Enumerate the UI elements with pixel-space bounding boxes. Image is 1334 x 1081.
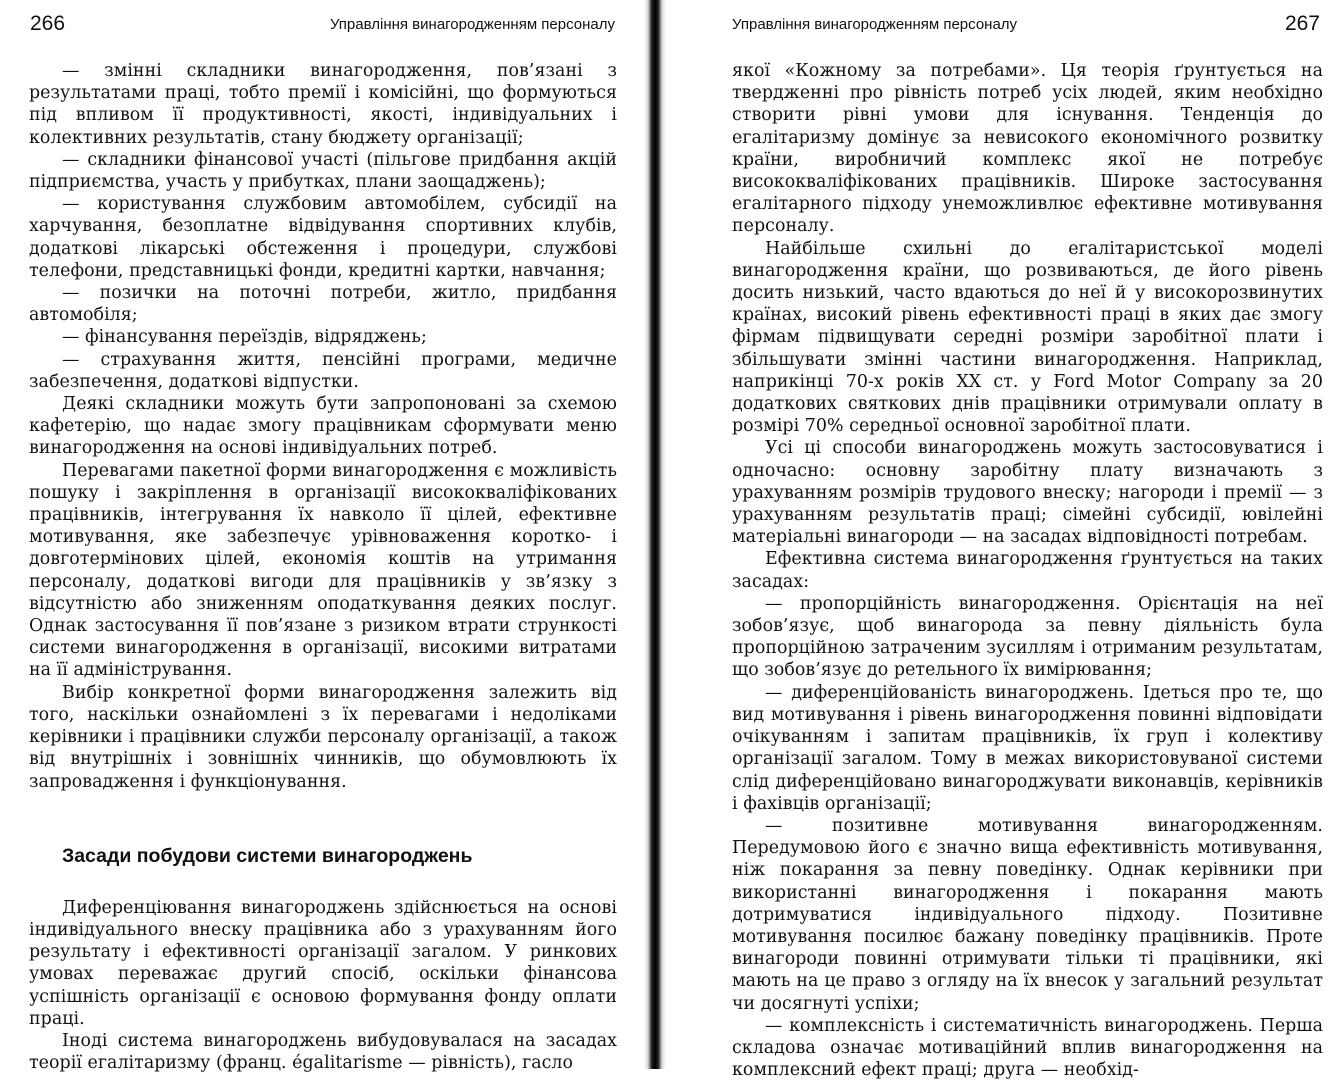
paragraph: — користування службовим автомобілем, субсидії на харчування, безоплатне відвідування спортивних клубів, додаткові лікарські обстеження і процедури, службові телефони, представницькі фонди, кредитні картки, навчання; xyxy=(29,194,617,281)
paragraph: Перевагами пакетної форми винагородження є можливість пошуку і закріплення в організації висококваліфікованих працівників, інтегрування їх навколо її цілей, ефективне мотивування, яке забезпечує урівноваження коротко- і довготермінових цілей, економія коштів на утримання персоналу, додаткові вигоди для працівників у зв’язку з відсутністю або зниженням оподаткування деяких послуг. Однак застосування її пов’язане з ризиком втрати стрункості системи винагородження в організації, високими витратами на її адміністрування. xyxy=(29,460,617,681)
paragraph: Ефективна система винагородження ґрунтується на таких засадах: xyxy=(732,549,1323,592)
paragraph: — фінансування переїздів, відряджень; xyxy=(62,327,427,348)
right-page xyxy=(670,0,1334,1081)
paragraph: Деякі складники можуть бути запропоновані за схемою кафетерію, що надає змогу працівникам сформувати меню винагородження на основі індивідуальних потреб. xyxy=(29,394,617,459)
page-number-right: 267 xyxy=(1284,12,1320,35)
paragraph: Усі ці способи винагороджень можуть застосовуватися і одночасно: основну заробітну плату визначають з урахуванням розмірів трудового внеску; нагороди і премії — з урахуванням результатів праці; сімейні субсидії, ювілейні матеріальні винагороди — на засадах відповідності потребам. xyxy=(732,438,1323,548)
paragraph: Іноді система винагороджень вибудовувалася на засадах теорії егалітаризму (франц. égalitarisme — рівність), гасло xyxy=(29,1030,617,1074)
paragraph: Вибір конкретної форми винагородження залежить від того, наскільки ознайомлені з їх перевагами і недоліками керівники і працівники служби персоналу організації, а також від внутрішніх і зовнішніх чинників, що обумовлюють їх запровадження і функціонування. xyxy=(29,682,617,792)
running-head-title-right: Управління винагородженням персоналу xyxy=(732,16,1018,33)
running-head-left xyxy=(0,12,640,36)
left-page-body xyxy=(29,60,617,1074)
paragraph: — змінні складники винагородження, пов’язані з результатами праці, тобто премії і комісійні, що формуються під впливом її продуктивності, якості, індивідуальних і колективних результатів, стану бюджету організації; xyxy=(29,61,617,148)
page-number-left: 266 xyxy=(30,12,66,35)
paragraph: — комплексність і систематичність винагороджень. Перша складова означає мотиваційний вплив винагородження на комплексний ефект праці; друга — необхід- xyxy=(732,1015,1323,1081)
paragraph: — позитивне мотивування винагородженням. Передумовою його є значно вища ефективність мотивування, ніж покарання за певну поведінку. Однак керівники при використанні винагородження і покарання мають дотримуватися індивідуального підходу. Позитивне мотивування посилює бажану поведінку працівників. Проте винагороди повинні отримувати тільки ті працівники, які мають на це право з огляду на їх внесок у загальний результат чи досягнуті успіхи; xyxy=(732,815,1323,1014)
running-head-right xyxy=(670,12,1334,36)
book-spine xyxy=(644,0,666,1069)
paragraph: — страхування життя, пенсійні програми, медичне забезпечення, додаткові відпустки. xyxy=(29,349,617,392)
paragraph: — позички на поточні потреби, житло, придбання автомобіля; xyxy=(29,283,617,326)
paragraph: — пропорційність винагородження. Орієнтація на неї зобов’язує, щоб винагорода за певну діяльність була пропорційною затраченим зусиллям і отриманим результатам, що зобов’язує до ретельного їх вимірювання; xyxy=(732,593,1323,681)
paragraph: Диференціювання винагороджень здійснюється на основі індивідуального внеску працівника або з урахуванням його результату і ефективності організації загалом. У ринкових умовах переважає другий спосіб, оскільки фінансова успішність організації є основою формування фонду оплати праці. xyxy=(29,897,617,1029)
right-page-body xyxy=(732,60,1323,1081)
paragraph: — складники фінансової участі (пільгове придбання акцій підприємства, участь у прибутках, плани заощаджень); xyxy=(29,149,617,193)
paragraph: Найбільше схильні до егалітаристської моделі винагородження країни, що розвиваються, де його рівень досить низький, часто вдаються до неї й у високорозвинутих країнах, високий рівень ефективності праці в яких дає змогу фірмам підвищувати середні розміри заробітної плати і збільшувати змінні частини винагородження. Наприклад, наприкінці 70-х років XX ст. у Ford Motor Company за 20 додаткових святкових днів працівники отримували оплату в розмірі 70% середньої основної заробітної плати. xyxy=(732,238,1323,437)
running-head-title-left: Управління винагородженням персоналу xyxy=(329,16,615,33)
section-heading: Засади побудови системи винагороджень xyxy=(62,844,473,867)
left-page xyxy=(0,0,640,1074)
paragraph: — диференційованість винагороджень. Ідеться про те, що вид мотивування і рівень винагородження повинні відповідати очікуванням і запитам працівників, їх груп і колективу організації загалом. Тому в межах використовуваної системи слід диференційовано винагороджувати виконавців, керівників і фахівців організації; xyxy=(732,682,1323,814)
paragraph: якої «Кожному за потребами». Ця теорія ґрунтується на твердженні про рівність потреб усіх людей, яким необхідно створити рівні умови для існування. Тенденція до егалітаризму домінує за невисокого економічного розвитку країни, виробничий комплекс якої не потребує висококваліфікованих працівників. Широке застосування егалітарного підходу унеможливлює ефективне мотивування персоналу. xyxy=(732,61,1323,237)
